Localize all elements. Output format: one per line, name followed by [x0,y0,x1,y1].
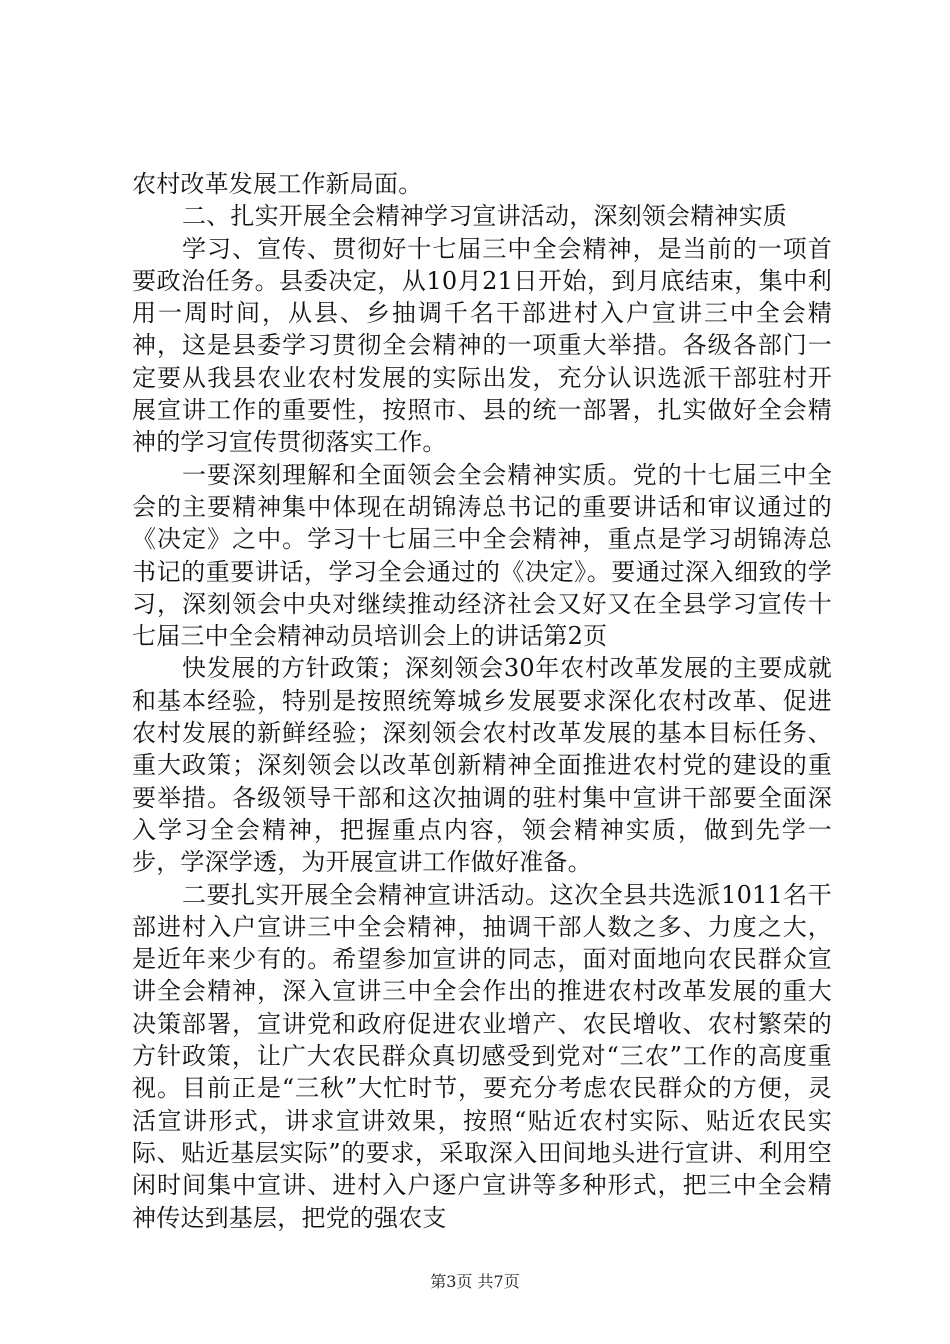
section-heading: 二、扎实开展全会精神学习宣讲活动，深刻领会精神实质 [182,202,787,231]
paragraph: 快发展的方针政策；深刻领会30年农村改革发展的主要成就和基本经验，特别是按照统筹城乡发展要求深化农村改革、促进农村发展的新鲜经验；深刻领会农村改革发展的基本目标任务、重大政策；深刻领会以改革创新精神全面推进农村党的建设的重要举措。各级领导干部和这次抽调的驻村集中宣讲干部要全面深入学习全会精神，把握重点内容，领会精神实质，做到先学一步，学深学透，为开展宣讲工作做好准备。 [132,654,832,877]
paragraph: 二要扎实开展全会精神宣讲活动。这次全县共选派1011名干部进村入户宣讲三中全会精神，抽调干部人数之多、力度之大，是近年来少有的。希望参加宣讲的同志，面对面地向农民群众宣讲全会精神，深入宣讲三中全会作出的推进农村改革发展的重大决策部署，宣讲党和政府促进农业增产、农民增收、农村繁荣的方针政策，让广大农民群众真切感受到党对“三农”工作的高度重视。目前正是“三秋”大忙时节，要充分考虑农民群众的方便，灵活宣讲形式，讲求宣讲效果，按照“贴近农村实际、贴近农民实际、贴近基层实际”的要求，采取深入田间地头进行宣讲、利用空闲时间集中宣讲、进村入户逐户宣讲等多种形式，把三中全会精神传达到基层，把党的强农支 [132,880,832,1232]
document-body [132,168,832,1234]
paragraph: 一要深刻理解和全面领会全会精神实质。党的十七届三中全会的主要精神集中体现在胡锦涛总书记的重要讲话和审议通过的《决定》之中。学习十七届三中全会精神，重点是学习胡锦涛总书记的重要讲话，学习全会通过的《决定》。要通过深入细致的学习，深刻领会中央对继续推动经济社会又好又在全县学习宣传十七届三中全会精神动员培训会上的讲话第2页 [132,460,832,651]
page-footer: 第3页 共7页 [430,1272,520,1291]
paragraph-continuation: 农村改革发展工作新局面。 [132,170,423,198]
paragraph: 学习、宣传、贯彻好十七届三中全会精神，是当前的一项首要政治任务。县委决定，从10月21日开始，到月底结束，集中利用一周时间，从县、乡抽调千名干部进村入户宣讲三中全会精神，这是县委学习贯彻全会精神的一项重大举措。各级各部门一定要从我县农业农村发展的实际出发，充分认识选派干部驻村开展宣讲工作的重要性，按照市、县的统一部署，扎实做好全会精神的学习宣传贯彻落实工作。 [132,234,832,457]
